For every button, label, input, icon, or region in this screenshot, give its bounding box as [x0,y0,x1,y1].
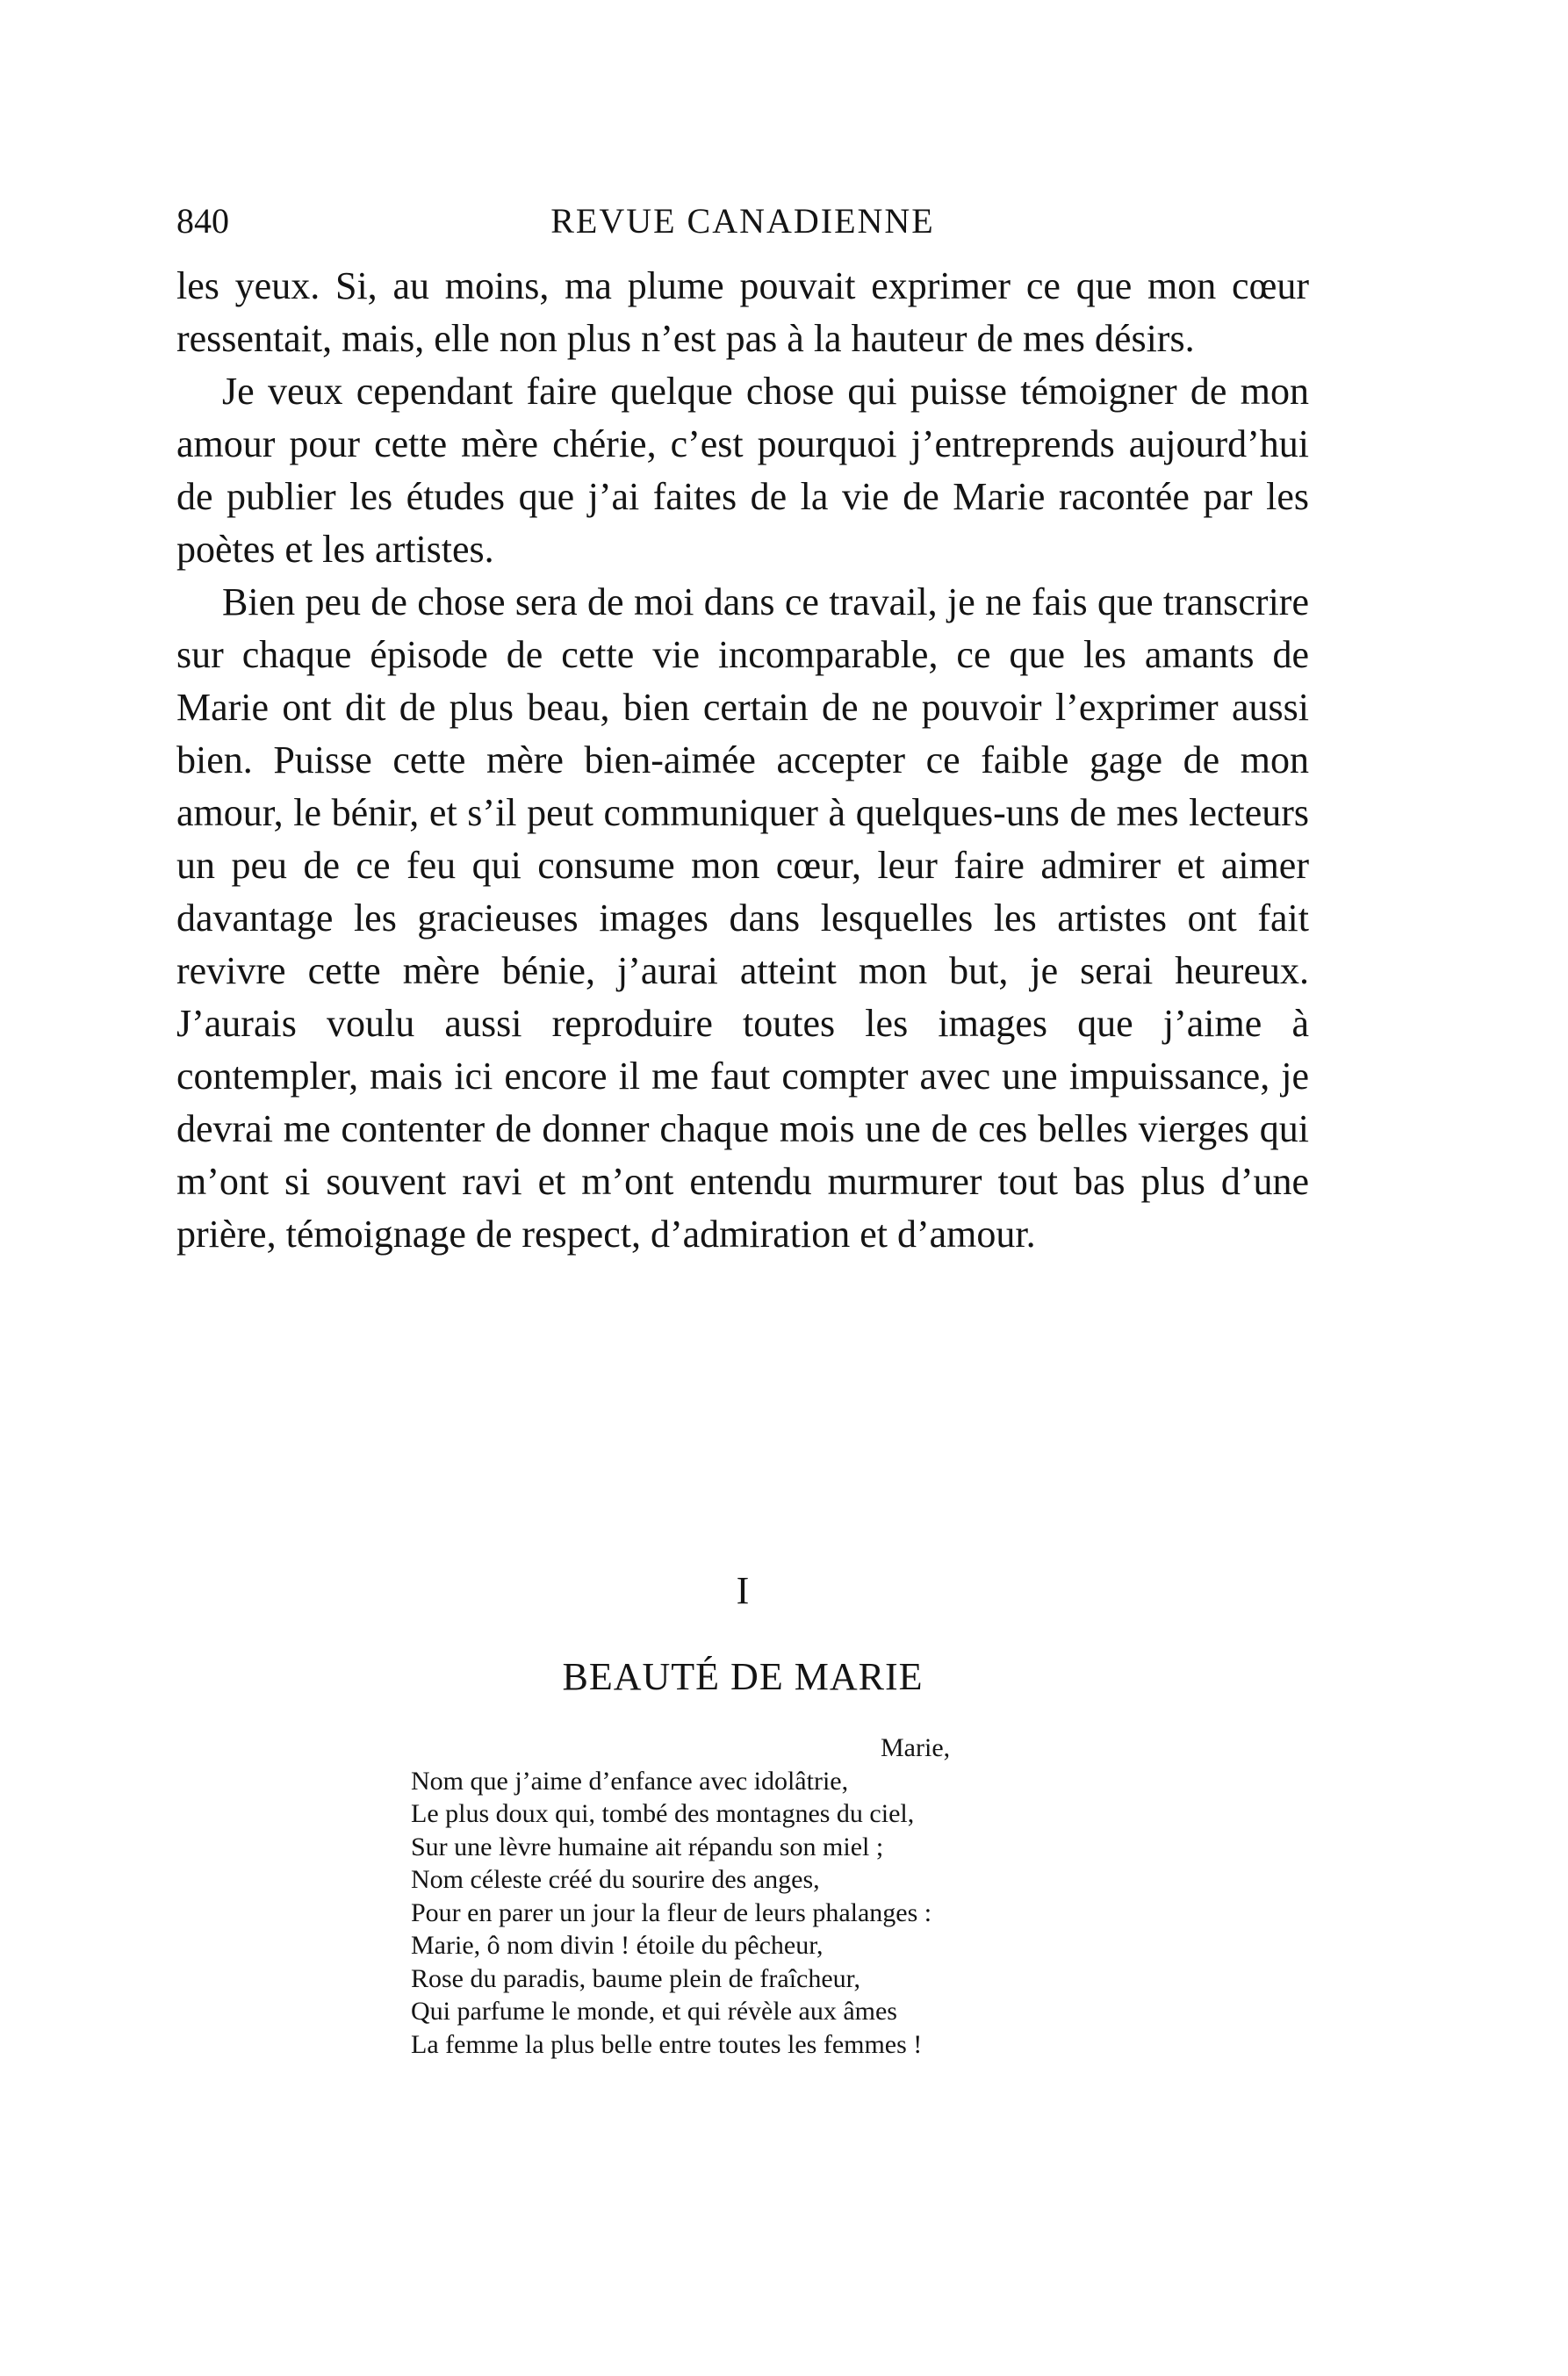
page-header [176,195,1309,248]
poem-line: Nom céleste créé du sourire des anges, [411,1865,820,1894]
poem [411,1732,1166,2061]
paragraph: Bien peu de chose sera de moi dans ce travail, je ne fais que transcrire sur chaque épisode de cette vie incomparable, ce que les amants de Marie ont dit de plus beau, bien certain de ne pouvoir l’exprimer aussi bien. Puisse cette mère bien-aimée accepter ce faible gage de mon amour, le bénir, et s’il peut communiquer à quelques-uns de mes lecteurs un peu de ce feu qui consume mon cœur, leur faire admirer et aimer davantage les gracieuses images dans lesquelles les artistes ont fait revivre cette mère bénie, j’aurai atteint mon but, je serai heureux. J’aurais voulu aussi reproduire toutes les images que j’aime à contempler, mais ici encore il me faut compter avec une impuissance, je devrai me contenter de donner chaque mois une de ces belles vierges qui m’ont si souvent ravi et m’ont entendu murmurer tout bas plus d’une prière, témoignage de respect, d’admiration et d’amour. [176,580,1309,1256]
running-title: REVUE CANADIENNE [550,201,935,241]
section-title: BEAUTÉ DE MARIE [562,1655,924,1698]
poem-line: La femme la plus belle entre toutes les femmes ! [411,2029,923,2059]
poem-line: Rose du paradis, baume plein de fraîcheur, [411,1963,860,1993]
poem-line: Sur une lèvre humaine ait répandu son miel ; [411,1832,884,1861]
poem-line: Nom que j’aime d’enfance avec idolâtrie, [411,1766,849,1796]
poem-line: Pour en parer un jour la fleur de leurs phalanges : [411,1897,932,1927]
body-text [176,260,1309,1261]
poem-first-line: Marie, [881,1733,951,1762]
poem-line: Marie, ô nom divin ! étoile du pêcheur, [411,1931,824,1960]
poem-line: Le plus doux qui, tombé des montagnes du ciel, [411,1799,915,1828]
poem-line: Qui parfume le monde, et qui révèle aux âmes [411,1997,897,2026]
page-number: 840 [176,201,229,241]
paragraph: Je veux cependant faire quelque chose qui puisse témoigner de mon amour pour cette mère chérie, c’est pourquoi j’entreprends aujourd’hui de publier les études que j’ai faites de la vie de Marie racontée par les poètes et les artistes. [176,370,1309,571]
paragraph: les yeux. Si, au moins, ma plume pouvait exprimer ce que mon cœur ressentait, mais, elle non plus n’est pas à la hauteur de mes désirs. [176,264,1309,360]
section-numeral: I [736,1569,750,1612]
